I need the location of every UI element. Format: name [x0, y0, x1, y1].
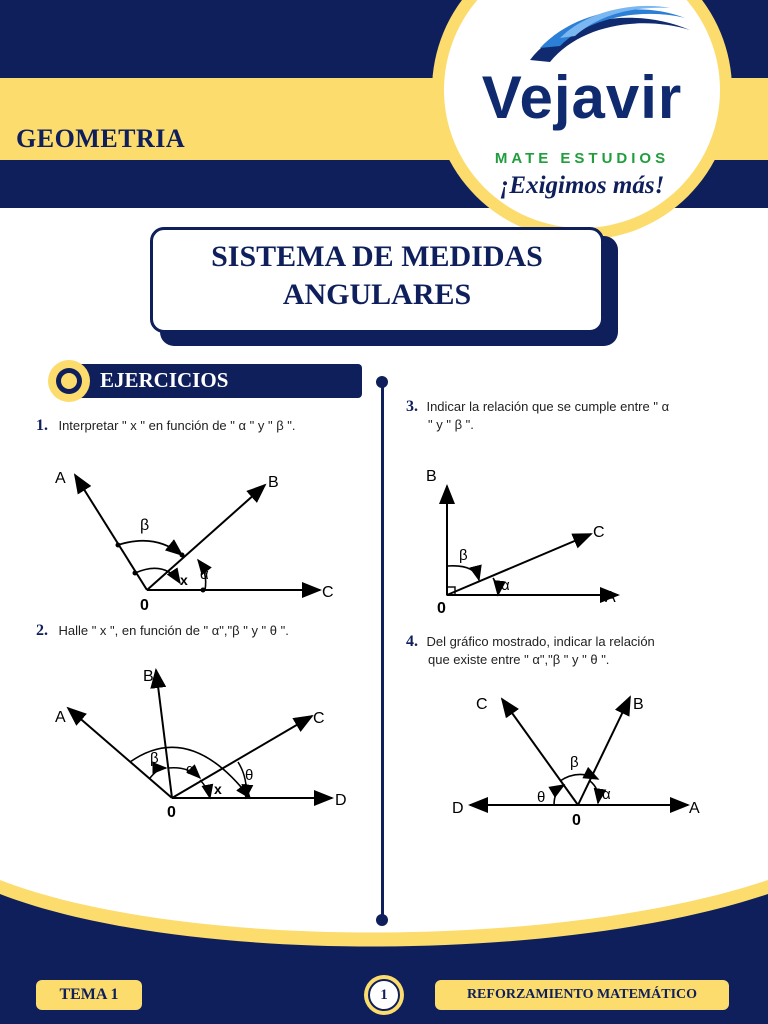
fig2-label-d: D	[335, 792, 347, 809]
exercise-4	[406, 633, 756, 669]
exercise-text-line-1: Del gráfico mostrado, indicar la relación	[426, 634, 655, 649]
fig2-label-a: A	[55, 709, 66, 726]
fig3-label-beta: β	[459, 547, 468, 564]
figure-3	[415, 458, 735, 618]
figure-4	[440, 685, 730, 835]
fig4-label-o: 0	[572, 812, 581, 829]
fig3-label-b: B	[426, 468, 437, 485]
fig2-label-theta: θ	[245, 767, 254, 784]
fig1-label-b: B	[268, 474, 279, 491]
fig3-label-o: 0	[437, 600, 446, 617]
fig3-label-alpha: α	[501, 577, 510, 594]
logo-slogan: ¡Exigimos más!	[499, 172, 665, 199]
fig2-label-beta: β	[150, 750, 159, 767]
fig4-label-beta: β	[570, 754, 579, 771]
figure-2	[40, 660, 360, 830]
divider-top-dot	[376, 376, 388, 388]
fig4-label-a: A	[689, 800, 700, 817]
fig1-label-a: A	[55, 470, 66, 487]
fig2-label-o: 0	[167, 804, 176, 821]
exercise-3	[406, 398, 756, 434]
exercise-text: Interpretar " x " en función de " α " y " β ".	[58, 418, 296, 433]
subject-title: GEOMETRIA	[16, 124, 186, 153]
exercise-text-line-2: " y " β ".	[428, 417, 474, 432]
exercise-text-line-2: que existe entre " α","β " y " θ ".	[428, 652, 610, 667]
logo-subtitle: MATE ESTUDIOS	[494, 150, 670, 167]
section-badge-core	[61, 373, 77, 389]
page-number: 1	[368, 979, 400, 1011]
column-divider	[381, 382, 384, 920]
exercise-number: 2.	[36, 622, 48, 639]
page-title	[150, 238, 604, 314]
fig4-label-c: C	[476, 696, 488, 713]
fig3-label-a: A	[605, 589, 616, 606]
figure-1	[40, 455, 350, 615]
fig4-label-alpha: α	[602, 786, 611, 803]
fig1-label-o: 0	[140, 597, 149, 614]
page-title-line-2: ANGULARES	[282, 278, 472, 311]
exercise-number: 1.	[36, 417, 48, 434]
section-label: EJERCICIOS	[100, 368, 229, 392]
topic-tag: TEMA 1	[36, 980, 142, 1010]
fig3-label-c: C	[593, 524, 605, 541]
fig2-label-c: C	[313, 710, 325, 727]
page-title-line-1: SISTEMA DE MEDIDAS	[211, 240, 543, 273]
fig4-label-d: D	[452, 800, 464, 817]
exercise-number: 3.	[406, 398, 418, 415]
exercise-number: 4.	[406, 633, 418, 650]
fig4-label-b: B	[633, 696, 644, 713]
fig1-label-x: x	[180, 572, 188, 588]
fig4-label-theta: θ	[537, 789, 546, 806]
fig2-label-b: B	[143, 668, 154, 685]
exercise-2	[36, 622, 289, 640]
course-tag: REFORZAMIENTO MATEMÁTICO	[435, 980, 729, 1010]
logo-name: Vejavir	[481, 64, 683, 131]
fig1-label-c: C	[322, 584, 334, 601]
exercise-1	[36, 417, 296, 435]
exercise-text-line-1: Indicar la relación que se cumple entre " α	[426, 399, 670, 414]
fig2-label-alpha: α	[186, 761, 195, 778]
exercise-text: Halle " x ", en función de " α","β " y " θ ".	[58, 623, 289, 638]
fig1-label-alpha: α	[200, 566, 209, 583]
wave-logo-icon	[520, 0, 700, 70]
fig2-label-x: x	[214, 781, 222, 797]
fig1-label-beta: β	[140, 517, 150, 534]
